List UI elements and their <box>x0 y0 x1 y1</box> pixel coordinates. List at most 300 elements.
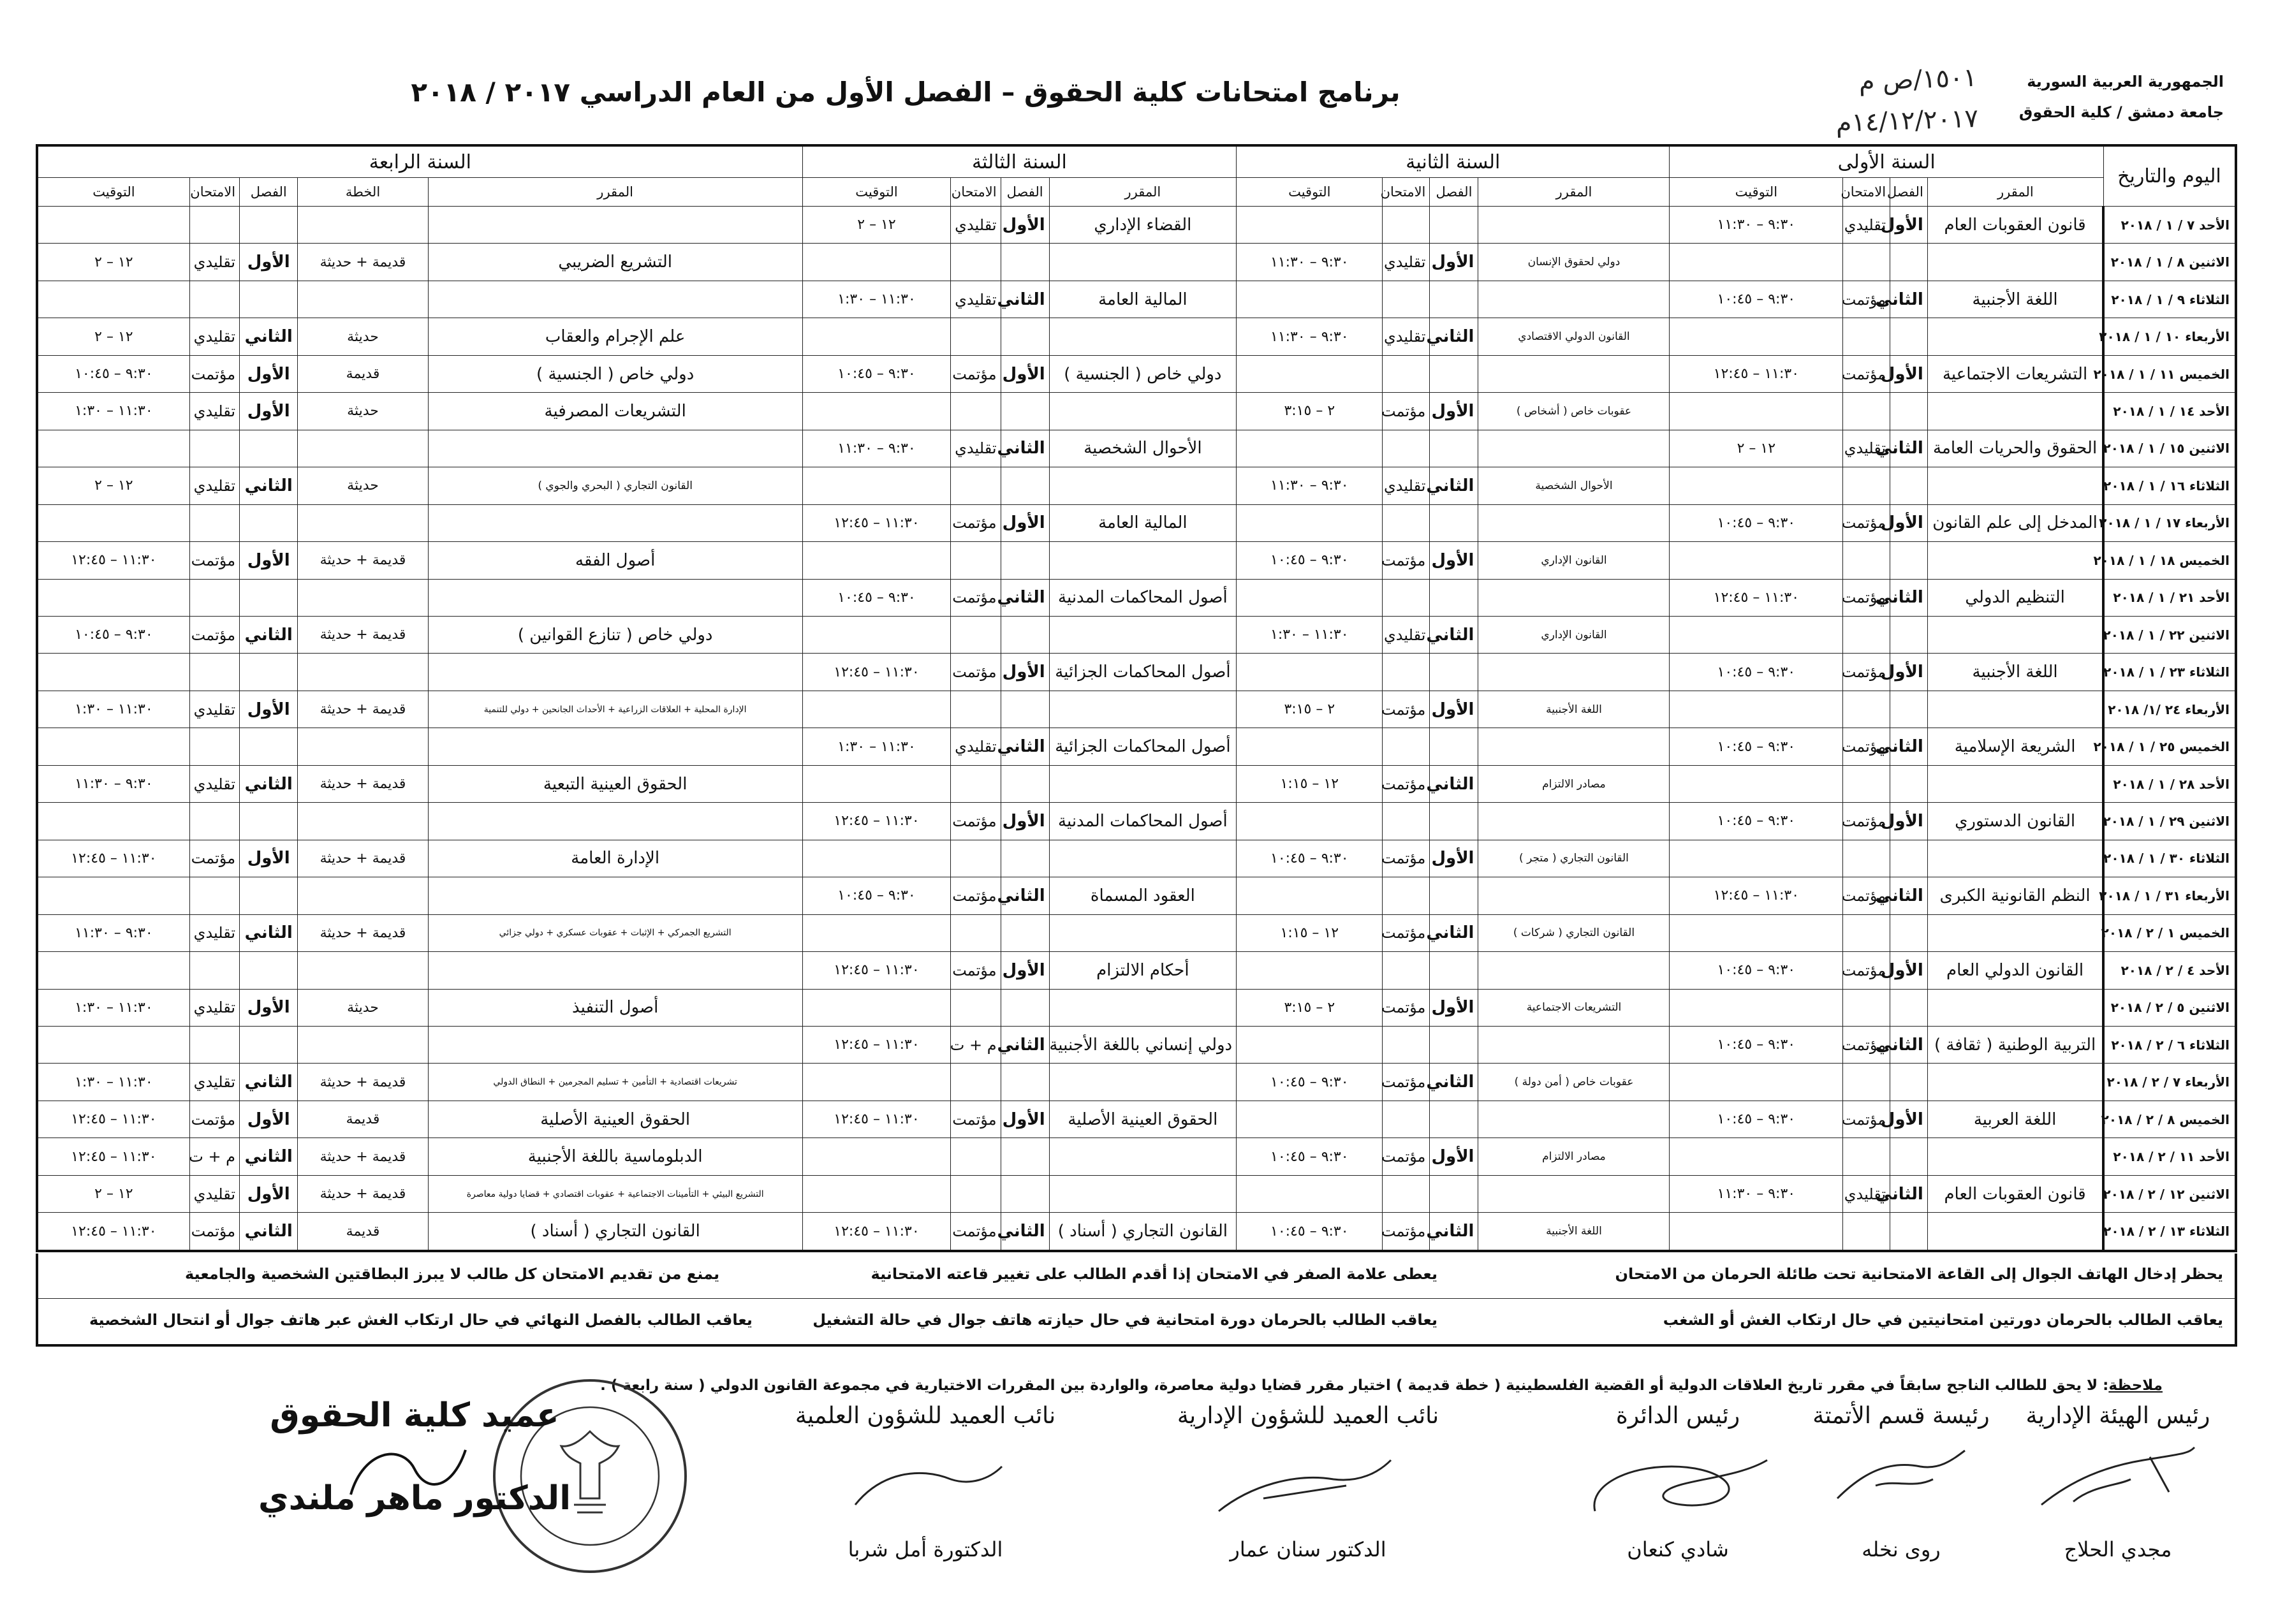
y4-course-cell <box>428 281 802 318</box>
table-row <box>37 579 2236 616</box>
y2-course-cell: القانون التجاري ( شركات ) <box>1478 914 1670 951</box>
y2-timing-cell: ١٢ – ١:١٥ <box>1237 765 1383 802</box>
rule-hall-change: يعطى علامة الصفر في الامتحان إذا أقدم الطالب على تغيير قاعته الامتحانية <box>871 1265 1437 1283</box>
y1-semester-cell: الثاني <box>1890 579 1928 616</box>
y4-plan-cell <box>298 952 428 989</box>
year1-header: السنة الأولى <box>1670 145 2103 178</box>
y2-timing-cell: ٩:٣٠ – ١٠:٤٥ <box>1237 1138 1383 1175</box>
y2-exam-cell <box>1383 803 1430 840</box>
y1-semester-cell: الثاني <box>1890 1175 1928 1212</box>
y4-course-cell: القانون التجاري ( أسناد ) <box>428 1213 802 1251</box>
y2-exam-cell <box>1383 1026 1430 1063</box>
y4-exam-cell: تقليدي <box>189 1064 239 1101</box>
y2-course-cell: دولي لحقوق الإنسان <box>1478 244 1670 281</box>
y4-plan-cell: قديمة + حديثة <box>298 914 428 951</box>
date-cell: الثلاثاء ٩ / ١ / ٢٠١٨ <box>2103 281 2236 318</box>
y3-exam-cell: مؤتمت <box>951 579 1001 616</box>
y1-semester-cell <box>1890 1064 1928 1101</box>
y1-exam-cell <box>1843 840 1890 877</box>
y1-course-cell: الحقوق والحريات العامة <box>1927 430 2103 467</box>
y4-exam-cell <box>189 654 239 691</box>
y3-timing-cell <box>802 691 951 728</box>
y2-timing-cell: ١١:٣٠ – ١:٣٠ <box>1237 616 1383 653</box>
y4-course-header: المقرر <box>428 178 802 207</box>
y1-exam-cell: مؤتمت <box>1843 504 1890 541</box>
y3-course-cell <box>1049 840 1236 877</box>
y4-plan-cell: قديمة + حديثة <box>298 616 428 653</box>
y4-course-cell <box>428 207 802 244</box>
y3-course-cell: القانون التجاري ( أسناد ) <box>1049 1213 1236 1251</box>
y4-exam-cell: تقليدي <box>189 989 239 1026</box>
y2-exam-cell: مؤتمت <box>1383 1138 1430 1175</box>
y4-timing-cell: ١١:٣٠ – ١٢:٤٥ <box>37 840 189 877</box>
y3-course-cell: الحقوق العينية الأصلية <box>1049 1101 1236 1138</box>
y4-exam-cell <box>189 877 239 914</box>
y4-exam-cell <box>189 579 239 616</box>
y3-exam-cell: مؤتمت <box>951 952 1001 989</box>
y1-timing-cell <box>1670 542 1843 579</box>
date-cell: الثلاثاء ٦ / ٢ / ٢٠١٨ <box>2103 1026 2236 1063</box>
y1-course-cell <box>1927 318 2103 355</box>
y2-semester-cell: الثاني <box>1430 1064 1478 1101</box>
y4-semester-cell: الأول <box>240 840 298 877</box>
y4-semester-cell: الثاني <box>240 616 298 653</box>
y2-semester-cell <box>1430 1175 1478 1212</box>
y4-course-cell: علم الإجرام والعقاب <box>428 318 802 355</box>
y4-course-cell: التشريع الجمركي + الإثبات + عقوبات عسكري + دولي جزائي <box>428 914 802 951</box>
y1-exam-cell <box>1843 318 1890 355</box>
rule-phone-on: يعاقب الطالب بالحرمان دورة امتحانية في حال حيازته هاتف جوال في حالة التشغيل <box>812 1311 1437 1329</box>
y4-plan-cell: حديثة <box>298 318 428 355</box>
y3-course-cell <box>1049 1138 1236 1175</box>
y4-course-cell: دولي خاص ( الجنسية ) <box>428 355 802 392</box>
y3-semester-cell: الأول <box>1001 207 1049 244</box>
y4-timing-cell: ١١:٣٠ – ١٢:٤٥ <box>37 1101 189 1138</box>
issuer-country: الجمهورية العربية السورية <box>2027 73 2224 91</box>
y2-course-cell: عقوبات خاص ( أمن دولة ) <box>1478 1064 1670 1101</box>
y4-course-cell: التشريع الضريبي <box>428 244 802 281</box>
y1-exam-cell: مؤتمت <box>1843 1101 1890 1138</box>
y4-exam-cell: تقليدي <box>189 318 239 355</box>
y1-semester-cell: الأول <box>1890 355 1928 392</box>
y1-course-cell <box>1927 542 2103 579</box>
y4-plan-cell: قديمة + حديثة <box>298 691 428 728</box>
y2-timing-cell <box>1237 430 1383 467</box>
y4-course-cell <box>428 952 802 989</box>
y3-course-cell: المالية العامة <box>1049 504 1236 541</box>
y1-timing-cell: ٩:٣٠ – ١٠:٤٥ <box>1670 504 1843 541</box>
y4-timing-cell <box>37 728 189 765</box>
y4-course-cell: الدبلوماسية باللغة الأجنبية <box>428 1138 802 1175</box>
y1-semester-cell <box>1890 840 1928 877</box>
exam-schedule-table <box>36 144 2237 1252</box>
y1-course-cell: قانون العقوبات العام <box>1927 1175 2103 1212</box>
y3-exam-cell <box>951 840 1001 877</box>
y2-exam-cell: تقليدي <box>1383 318 1430 355</box>
y4-exam-cell <box>189 281 239 318</box>
table-row <box>37 542 2236 579</box>
exam-rules-box <box>36 1254 2237 1347</box>
y3-semester-cell: الثاني <box>1001 281 1049 318</box>
y1-exam-cell: مؤتمت <box>1843 355 1890 392</box>
y2-course-cell <box>1478 504 1670 541</box>
signature-vice-dean-scientific <box>747 1403 1104 1562</box>
signature-title: رئيس الدائرة <box>1615 1403 1740 1429</box>
table-row <box>37 914 2236 951</box>
date-cell: الأربعاء ٣١ / ١ / ٢٠١٨ <box>2103 877 2236 914</box>
y3-semester-cell <box>1001 1064 1049 1101</box>
y2-timing-cell <box>1237 281 1383 318</box>
y3-semester-cell: الأول <box>1001 504 1049 541</box>
y1-semester-cell: الثاني <box>1890 728 1928 765</box>
y3-course-cell <box>1049 244 1236 281</box>
y2-timing-cell <box>1237 579 1383 616</box>
signature-title: عميد كلية الحقوق <box>270 1396 559 1435</box>
date-cell: الخميس ٨ / ٢ / ٢٠١٨ <box>2103 1101 2236 1138</box>
y1-course-cell: اللغة العربية <box>1927 1101 2103 1138</box>
y1-course-cell <box>1927 1138 2103 1175</box>
y3-course-cell: القضاء الإداري <box>1049 207 1236 244</box>
y4-plan-cell: قديمة <box>298 355 428 392</box>
y4-timing-cell <box>37 877 189 914</box>
y2-timing-cell: ٩:٣٠ – ١١:٣٠ <box>1237 467 1383 504</box>
y1-timing-cell <box>1670 393 1843 430</box>
y4-timing-cell: ٩:٣٠ – ١١:٣٠ <box>37 765 189 802</box>
y3-exam-cell: تقليدي <box>951 207 1001 244</box>
y4-exam-cell: تقليدي <box>189 691 239 728</box>
date-cell: الأحد ٤ / ٢ / ٢٠١٨ <box>2103 952 2236 989</box>
y1-timing-cell <box>1670 914 1843 951</box>
y1-course-cell: النظم القانونية الكبرى <box>1927 877 2103 914</box>
y3-semester-cell <box>1001 1138 1049 1175</box>
y4-plan-cell: قديمة + حديثة <box>298 542 428 579</box>
y3-timing-cell: ٩:٣٠ – ١٠:٤٥ <box>802 579 951 616</box>
y2-semester-cell <box>1430 654 1478 691</box>
y3-exam-cell <box>951 318 1001 355</box>
date-cell: الأربعاء ١٧ / ١ / ٢٠١٨ <box>2103 504 2236 541</box>
y4-timing-cell: ١١:٣٠ – ١:٣٠ <box>37 691 189 728</box>
table-row <box>37 840 2236 877</box>
y1-semester-cell <box>1890 1213 1928 1251</box>
y1-exam-cell <box>1843 1064 1890 1101</box>
signature-scribble-icon <box>1825 1441 1978 1511</box>
y1-timing-cell <box>1670 840 1843 877</box>
y4-exam-header: الامتحان <box>189 178 239 207</box>
y2-timing-cell <box>1237 728 1383 765</box>
y1-semester-cell: الأول <box>1890 504 1928 541</box>
y1-exam-cell: تقليدي <box>1843 207 1890 244</box>
y4-exam-cell: مؤتمت <box>189 355 239 392</box>
y1-exam-cell <box>1843 765 1890 802</box>
table-row <box>37 728 2236 765</box>
y1-timing-cell <box>1670 467 1843 504</box>
y4-semester-cell: الأول <box>240 355 298 392</box>
y4-plan-cell <box>298 504 428 541</box>
y1-timing-header: التوقيت <box>1670 178 1843 207</box>
handwritten-ref-date: ١٤/١٢/٢٠١٧م <box>1835 103 1979 138</box>
signature-dean <box>191 1396 638 1518</box>
signature-scribble-icon <box>842 1447 1008 1518</box>
y2-timing-cell <box>1237 355 1383 392</box>
table-row <box>37 765 2236 802</box>
y4-timing-header: التوقيت <box>37 178 189 207</box>
y3-semester-cell <box>1001 467 1049 504</box>
y4-course-cell: دولي خاص ( تنازع القوانين ) <box>428 616 802 653</box>
y3-course-header: المقرر <box>1049 178 1236 207</box>
y1-timing-cell <box>1670 244 1843 281</box>
date-cell: الاثنين ٥ / ٢ / ٢٠١٨ <box>2103 989 2236 1026</box>
y2-course-cell: القانون التجاري ( متجر ) <box>1478 840 1670 877</box>
y1-course-cell: التشريعات الاجتماعية <box>1927 355 2103 392</box>
y2-semester-cell: الثاني <box>1430 914 1478 951</box>
y3-timing-cell <box>802 542 951 579</box>
y3-course-cell: أصول المحاكمات الجزائية <box>1049 654 1236 691</box>
y4-plan-cell: قديمة <box>298 1101 428 1138</box>
y1-semester-cell <box>1890 244 1928 281</box>
y2-course-cell <box>1478 1101 1670 1138</box>
y2-exam-cell: مؤتمت <box>1383 542 1430 579</box>
signature-name: روى نخله <box>1862 1537 1941 1562</box>
table-row <box>37 877 2236 914</box>
y3-timing-cell <box>802 616 951 653</box>
y2-exam-cell: مؤتمت <box>1383 840 1430 877</box>
y4-semester-cell: الأول <box>240 244 298 281</box>
y2-semester-cell <box>1430 952 1478 989</box>
y4-semester-cell: الثاني <box>240 1213 298 1251</box>
y2-semester-cell <box>1430 430 1478 467</box>
y2-timing-cell <box>1237 504 1383 541</box>
y4-exam-cell: مؤتمت <box>189 1101 239 1138</box>
y1-exam-cell <box>1843 542 1890 579</box>
y1-timing-cell <box>1670 1138 1843 1175</box>
y2-course-cell: مصادر الالتزام <box>1478 1138 1670 1175</box>
y4-timing-cell: ١١:٣٠ – ١٢:٤٥ <box>37 1213 189 1251</box>
y1-semester-cell <box>1890 616 1928 653</box>
y3-timing-header: التوقيت <box>802 178 951 207</box>
y2-timing-cell: ٢ – ٣:١٥ <box>1237 691 1383 728</box>
date-cell: الأربعاء ٢٤ /١/ ٢٠١٨ <box>2103 691 2236 728</box>
y4-timing-cell: ٩:٣٠ – ١٠:٤٥ <box>37 355 189 392</box>
y4-semester-cell: الأول <box>240 542 298 579</box>
y4-timing-cell <box>37 207 189 244</box>
y2-course-cell <box>1478 355 1670 392</box>
y1-semester-cell: الثاني <box>1890 430 1928 467</box>
y3-exam-cell <box>951 914 1001 951</box>
y1-semester-cell <box>1890 989 1928 1026</box>
y2-exam-cell <box>1383 654 1430 691</box>
y2-course-cell <box>1478 281 1670 318</box>
y4-exam-cell <box>189 504 239 541</box>
footnote <box>600 1377 2163 1394</box>
y2-exam-cell: مؤتمت <box>1383 765 1430 802</box>
date-cell: الأحد ٧ / ١ / ٢٠١٨ <box>2103 207 2236 244</box>
y4-timing-cell: ١٢ – ٢ <box>37 244 189 281</box>
y1-exam-cell <box>1843 244 1890 281</box>
y4-plan-cell <box>298 654 428 691</box>
y3-semester-header: الفصل <box>1001 178 1049 207</box>
y1-course-cell <box>1927 914 2103 951</box>
signature-department-head <box>1569 1403 1786 1562</box>
date-cell: الاثنين ٢٩ / ١ / ٢٠١٨ <box>2103 803 2236 840</box>
y1-exam-cell <box>1843 691 1890 728</box>
signature-title: نائب العميد للشؤون الإدارية <box>1177 1403 1439 1429</box>
y4-plan-cell <box>298 207 428 244</box>
y1-exam-cell <box>1843 467 1890 504</box>
y4-semester-cell: الثاني <box>240 1138 298 1175</box>
y3-exam-cell <box>951 1175 1001 1212</box>
y4-semester-cell: الأول <box>240 1101 298 1138</box>
y1-course-cell <box>1927 1064 2103 1101</box>
y1-semester-cell: الأول <box>1890 803 1928 840</box>
y3-semester-cell <box>1001 393 1049 430</box>
y4-exam-cell <box>189 207 239 244</box>
table-row <box>37 952 2236 989</box>
y2-course-cell: الأحوال الشخصية <box>1478 467 1670 504</box>
y4-semester-cell <box>240 207 298 244</box>
y4-plan-cell: قديمة + حديثة <box>298 1064 428 1101</box>
y1-semester-cell: الأول <box>1890 952 1928 989</box>
y1-course-cell <box>1927 989 2103 1026</box>
y3-timing-cell: ١١:٣٠ – ١٢:٤٥ <box>802 952 951 989</box>
date-cell: الخميس ٢٥ / ١ / ٢٠١٨ <box>2103 728 2236 765</box>
footnote-text: : لا يحق للطالب الناجح سابقاً في مقرر تاريخ العلاقات الدولية أو القضية الفلسطينية ( خطة قديمة ) اختيار مقرر قضايا دولية معاصرة، والواردة بين المقررات الاختيارية في مجموعة القانون الدولي ( سنة رابعة ) . <box>600 1377 2109 1394</box>
y2-semester-cell <box>1430 1026 1478 1063</box>
y1-course-cell: التربية الوطنية ( ثقافة ) <box>1927 1026 2103 1063</box>
y4-course-cell: الحقوق العينية التبعية <box>428 765 802 802</box>
y3-semester-cell <box>1001 244 1049 281</box>
y3-semester-cell <box>1001 318 1049 355</box>
y4-exam-cell: تقليدي <box>189 914 239 951</box>
y3-semester-cell <box>1001 914 1049 951</box>
date-cell: الأحد ١٤ / ١ / ٢٠١٨ <box>2103 393 2236 430</box>
date-cell: الاثنين ١٢ / ٢ / ٢٠١٨ <box>2103 1175 2236 1212</box>
y3-course-cell <box>1049 1064 1236 1101</box>
y2-semester-cell: الأول <box>1430 691 1478 728</box>
y1-timing-cell: ١٢ – ٢ <box>1670 430 1843 467</box>
y4-exam-cell: تقليدي <box>189 1175 239 1212</box>
y4-course-cell <box>428 1026 802 1063</box>
y2-exam-cell <box>1383 355 1430 392</box>
y1-timing-cell: ٩:٣٠ – ١٠:٤٥ <box>1670 654 1843 691</box>
y3-course-cell <box>1049 318 1236 355</box>
table-row <box>37 989 2236 1026</box>
y2-semester-cell <box>1430 355 1478 392</box>
signature-admin-body-head <box>2010 1403 2226 1562</box>
y3-exam-cell: مؤتمت <box>951 877 1001 914</box>
y2-exam-header: الامتحان <box>1383 178 1430 207</box>
y4-exam-cell: مؤتمت <box>189 840 239 877</box>
date-cell: الثلاثاء ٢٣ / ١ / ٢٠١٨ <box>2103 654 2236 691</box>
y3-exam-cell: مؤتمت <box>951 1101 1001 1138</box>
y4-semester-cell <box>240 877 298 914</box>
rule-cheating: يعاقب الطالب بالحرمان دورتين امتحانيتين في حال ارتكاب الغش أو الشغب <box>1663 1311 2223 1329</box>
y4-timing-cell: ٩:٣٠ – ١١:٣٠ <box>37 914 189 951</box>
y2-semester-cell: الثاني <box>1430 765 1478 802</box>
y1-timing-cell <box>1670 1213 1843 1251</box>
y3-exam-cell <box>951 691 1001 728</box>
y4-exam-cell <box>189 430 239 467</box>
y4-course-cell: الإدارة العامة <box>428 840 802 877</box>
y1-exam-cell: مؤتمت <box>1843 1026 1890 1063</box>
y4-timing-cell: ١١:٣٠ – ١٢:٤٥ <box>37 542 189 579</box>
y2-course-cell <box>1478 1026 1670 1063</box>
y4-course-cell <box>428 654 802 691</box>
y3-course-cell <box>1049 467 1236 504</box>
y3-course-cell <box>1049 393 1236 430</box>
y3-course-cell: أحكام الالتزام <box>1049 952 1236 989</box>
table-row <box>37 207 2236 244</box>
y2-timing-cell <box>1237 654 1383 691</box>
y2-timing-cell: ٩:٣٠ – ١١:٣٠ <box>1237 318 1383 355</box>
y3-semester-cell: الثاني <box>1001 430 1049 467</box>
y3-exam-cell: مؤتمت <box>951 504 1001 541</box>
y4-course-cell: الإدارة المحلية + العلاقات الزراعية + الأحداث الجانحين + دولي للتنمية <box>428 691 802 728</box>
y1-timing-cell: ٩:٣٠ – ١٠:٤٥ <box>1670 728 1843 765</box>
y2-course-cell: اللغة الأجنبية <box>1478 1213 1670 1251</box>
y2-timing-cell: ٩:٣٠ – ١٠:٤٥ <box>1237 1213 1383 1251</box>
y3-course-cell <box>1049 914 1236 951</box>
y1-exam-cell <box>1843 914 1890 951</box>
y3-exam-cell <box>951 1138 1001 1175</box>
date-cell: الثلاثاء ٣٠ / ١ / ٢٠١٨ <box>2103 840 2236 877</box>
y1-exam-cell <box>1843 1138 1890 1175</box>
y2-course-cell: اللغة الأجنبية <box>1478 691 1670 728</box>
y3-timing-cell <box>802 244 951 281</box>
signature-automation-head <box>1805 1403 1997 1562</box>
y3-course-cell: دولي إنساني باللغة الأجنبية <box>1049 1026 1236 1063</box>
y2-course-cell: القانون الدولي الاقتصادي <box>1478 318 1670 355</box>
y3-exam-cell: تقليدي <box>951 281 1001 318</box>
y4-timing-cell <box>37 281 189 318</box>
y3-exam-cell: تقليدي <box>951 728 1001 765</box>
y1-semester-cell: الثاني <box>1890 1026 1928 1063</box>
y1-course-cell <box>1927 244 2103 281</box>
y3-course-cell <box>1049 616 1236 653</box>
y4-semester-cell: الثاني <box>240 318 298 355</box>
y4-course-cell <box>428 504 802 541</box>
year3-header: السنة الثالثة <box>802 145 1236 178</box>
y3-timing-cell: ١١:٣٠ – ١:٣٠ <box>802 281 951 318</box>
y4-course-cell: أصول التنفيذ <box>428 989 802 1026</box>
y1-timing-cell: ١١:٣٠ – ١٢:٤٥ <box>1670 579 1843 616</box>
y3-timing-cell <box>802 1138 951 1175</box>
y3-semester-cell: الثاني <box>1001 579 1049 616</box>
y4-plan-cell: حديثة <box>298 467 428 504</box>
y4-plan-cell: قديمة + حديثة <box>298 1175 428 1212</box>
issuer-faculty: جامعة دمشق / كلية الحقوق <box>2018 103 2224 121</box>
y4-plan-cell: قديمة + حديثة <box>298 244 428 281</box>
y2-course-cell <box>1478 952 1670 989</box>
y4-course-cell: التشريعات المصرفية <box>428 393 802 430</box>
y3-exam-cell: م + ت <box>951 1026 1001 1063</box>
y4-course-cell <box>428 430 802 467</box>
y4-exam-cell: تقليدي <box>189 393 239 430</box>
y3-timing-cell <box>802 840 951 877</box>
y3-course-cell <box>1049 989 1236 1026</box>
y4-semester-cell <box>240 952 298 989</box>
y3-timing-cell <box>802 1175 951 1212</box>
y1-exam-cell: مؤتمت <box>1843 952 1890 989</box>
y2-semester-cell: الأول <box>1430 840 1478 877</box>
y1-timing-cell: ١١:٣٠ – ١٢:٤٥ <box>1670 877 1843 914</box>
y3-course-cell: الأحوال الشخصية <box>1049 430 1236 467</box>
y2-semester-cell: الثاني <box>1430 1213 1478 1251</box>
y2-semester-cell: الأول <box>1430 1138 1478 1175</box>
y4-timing-cell: ١٢ – ٢ <box>37 318 189 355</box>
y4-semester-cell: الأول <box>240 691 298 728</box>
table-row <box>37 803 2236 840</box>
y2-semester-cell <box>1430 803 1478 840</box>
